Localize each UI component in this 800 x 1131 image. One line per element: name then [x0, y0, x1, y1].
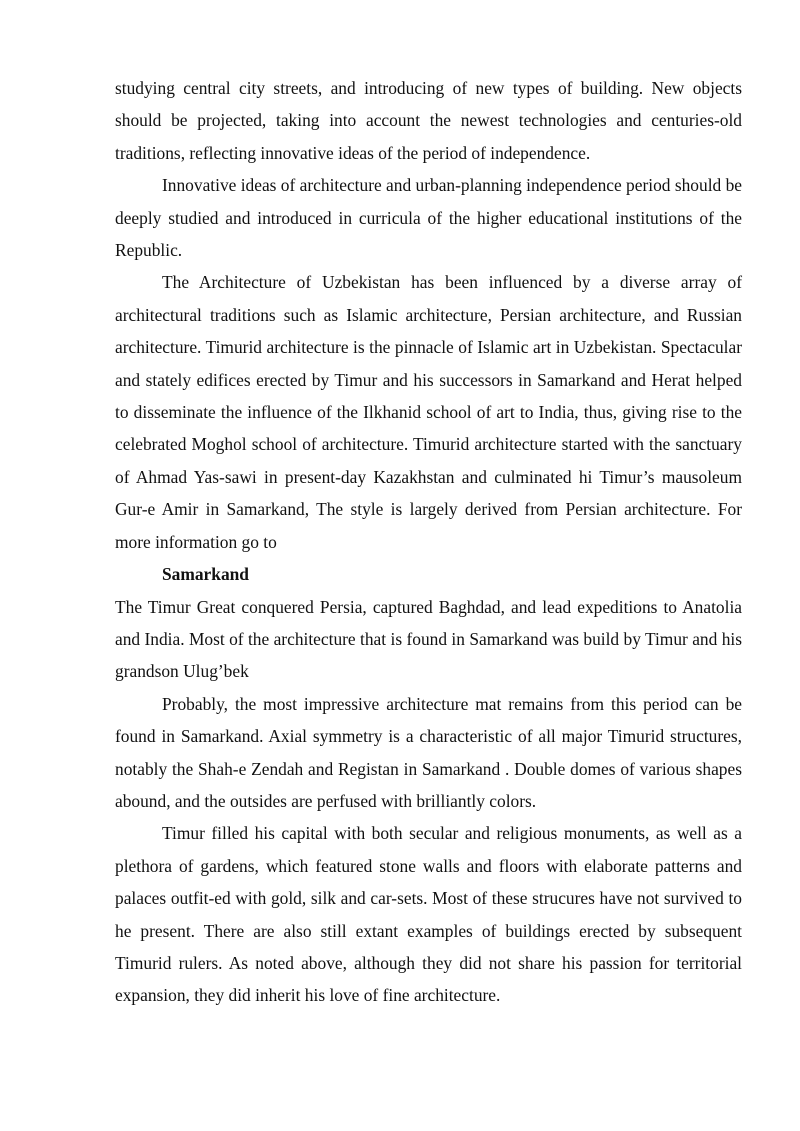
paragraph-1: studying central city streets, and introducing of new types of building. New objects should be projected, taking into account the newest technologies and centuries-old traditions, reflecting innovative ideas of the period of independence.	[115, 78, 742, 163]
section-heading: Samarkand	[162, 564, 249, 585]
paragraph-4: The Timur Great conquered Persia, captured Baghdad, and lead expeditions to Anatolia and India. Most of the architecture that is found in Samarkand was build by Timur and his grandson Ulug’bek	[115, 596, 742, 682]
document-page	[115, 72, 742, 1012]
paragraph-2: Innovative ideas of architecture and urban-planning independence period should be deeply studied and introduced in curricula of the higher educational institutions of the Republic.	[115, 175, 742, 261]
paragraph-3: The Architecture of Uzbekistan has been influenced by a diverse array of architectural traditions such as Islamic architecture, Persian architecture, and Russian architecture. Timurid architecture is the pinnacle of Islamic art in Uzbekistan. Spectacular and stately edifices erected by Timur and his successors in Samarkand and Herat helped to disseminate the influence of the Ilkhanid school of art to India, thus, giving rise to the celebrated Moghol school of architecture. Timurid architecture started with the sanctuary of Ahmad Yas-sawi in present-day Kazakhstan and culminated hi Timur’s mausoleum Gur-e Amir in Samarkand, The style is largely derived from Persian architecture. For more information go to	[115, 272, 742, 552]
paragraph-6: Timur filled his capital with both secular and religious monuments, as well as a plethora of gardens, which featured stone walls and floors with elaborate patterns and palaces outfit-ed with gold, silk and car-sets. Most of these strucures have not survived to he present. There are also still extant examples of buildings erected by subsequent Timurid rulers. As noted above, although they did not share his passion for territorial expansion, they did inherit his love of fine architecture.	[115, 823, 742, 1006]
paragraph-5: Probably, the most impressive architecture mat remains from this period can be found in Samarkand. Axial symmetry is a characteristic of all major Timurid structures, notably the Shah-e Zendah and Registan in Samarkand . Double domes of various shapes abound, and the outsides are perfused with brilliantly colors.	[115, 693, 742, 811]
